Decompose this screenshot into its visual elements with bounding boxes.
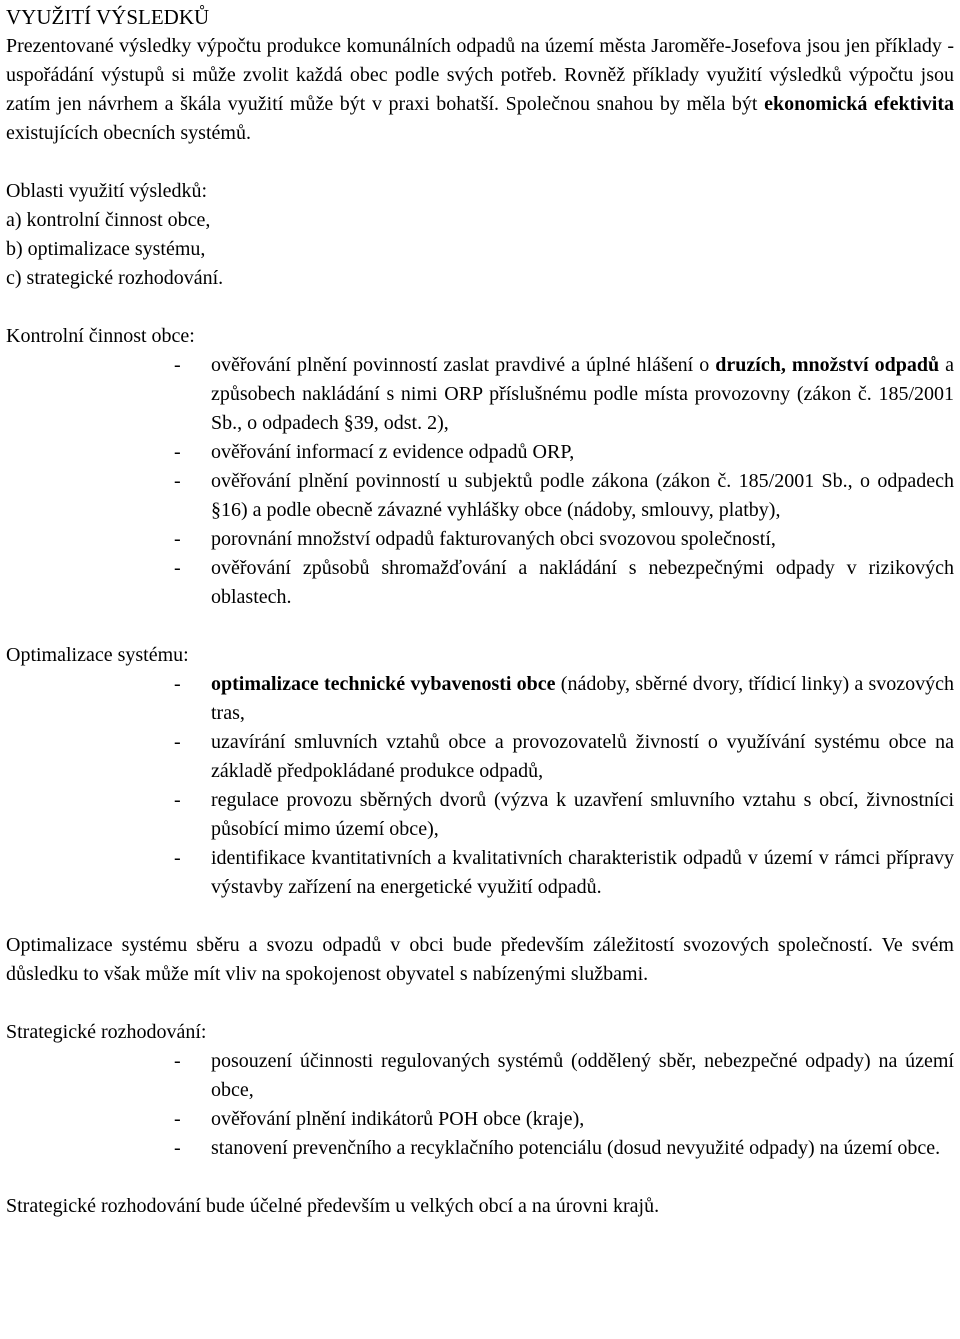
list-dash: -: [174, 528, 181, 550]
control-item-1-text-2: a způsobech nakládání s nimi ORP příslušnému podle místa provozovny (zákon č. 185/2001 Sb., o odpadech §39, odst. 2),: [211, 354, 954, 434]
areas-section: [6, 177, 954, 293]
control-item-hazardous: [6, 554, 954, 612]
control-item-reporting: [6, 351, 954, 438]
optim-item-collection-yards: [6, 786, 954, 844]
control-item-invoiced: [6, 525, 954, 554]
optim-item-1-text: (nádoby, sběrné dvory, třídicí linky) a svozových tras,: [211, 673, 954, 724]
strategic-section: [6, 1018, 954, 1221]
list-dash: -: [174, 354, 181, 376]
strategic-heading: Strategické rozhodování:: [6, 1021, 207, 1043]
control-section: [6, 322, 954, 612]
list-dash: -: [174, 441, 181, 463]
areas-item-b: b) optimalizace systému,: [6, 238, 206, 260]
optim-item-equipment: [6, 670, 954, 728]
control-item-5-text: ověřování způsobů shromažďování a nakládání s nebezpečnými odpady v rizikových oblastech.: [211, 557, 954, 608]
strategic-item-3-text: stanovení prevenčního a recyklačního potenciálu (dosud nevyužité odpady) na území obce.: [211, 1137, 941, 1159]
control-list: [6, 351, 954, 612]
control-item-4-text: porovnání množství odpadů fakturovaných obci svozovou společností,: [211, 528, 776, 550]
control-item-1-bold: druzích, množství odpadů: [715, 354, 940, 376]
control-item-orp-evidence: [6, 438, 954, 467]
list-dash: -: [174, 1108, 181, 1130]
control-item-1-text-1: ověřování plnění povinností zaslat pravdivé a úplné hlášení o: [211, 354, 716, 376]
control-item-2-text: ověřování informací z evidence odpadů ORP,: [211, 441, 575, 463]
optim-item-contracts: [6, 728, 954, 786]
strategic-item-potential: [6, 1134, 954, 1163]
areas-item-c: c) strategické rozhodování.: [6, 267, 224, 289]
optim-item-3-text: regulace provozu sběrných dvorů (výzva k uzavření smluvního vztahu s obcí, živnostníci působící mimo území obce),: [211, 789, 954, 840]
document-title: VYUŽITÍ VÝSLEDKŮ: [6, 5, 210, 29]
optim-item-2-text: uzavírání smluvních vztahů obce a provozovatelů živností o využívání systému obce na základě předpokládané produkce odpadů,: [211, 731, 954, 782]
strategic-list: [6, 1047, 954, 1163]
list-dash: -: [174, 731, 181, 753]
intro-text-1: Prezentované výsledky výpočtu produkce komunálních odpadů na území města Jaroměře-Josefova jsou jen příklady - uspořádání výstupů si může zvolit každá obec podle svých potřeb. Rovněž příklady využití výsledků výpočtu jsou zatím jen návrhem a škála využití může být v praxi bohatší. Společnou snahou by měla být: [6, 35, 954, 115]
control-item-3-text: ověřování plnění povinností u subjektů podle zákona (zákon č. 185/2001 Sb., o odpadech §16) a podle obecně závazné vyhlášky obce (nádoby, smlouvy, platby),: [211, 470, 954, 521]
strategic-note: Strategické rozhodování bude účelné především u velkých obcí a na úrovni krajů.: [6, 1195, 660, 1217]
optim-list: [6, 670, 954, 902]
list-dash: -: [174, 1050, 181, 1072]
list-dash: -: [174, 1137, 181, 1159]
list-dash: -: [174, 470, 181, 492]
list-dash: -: [174, 789, 181, 811]
intro-paragraph: [6, 32, 954, 148]
strategic-item-indicators: [6, 1105, 954, 1134]
optim-heading: Optimalizace systému:: [6, 644, 189, 666]
list-dash: -: [174, 847, 181, 869]
areas-list: [6, 206, 954, 293]
intro-text-2: existujících obecních systémů.: [6, 122, 251, 144]
control-heading: Kontrolní činnost obce:: [6, 325, 195, 347]
intro-bold-economic-efficiency: ekonomická efektivita: [764, 93, 954, 115]
areas-heading: Oblasti využití výsledků:: [6, 180, 208, 202]
strategic-item-assessment: [6, 1047, 954, 1105]
optim-item-4-text: identifikace kvantitativních a kvalitativních charakteristik odpadů v území v rámci přípravy výstavby zařízení na energetické využití odpadů.: [211, 847, 954, 898]
optim-note: Optimalizace systému sběru a svozu odpadů v obci bude především záležitostí svozových společností. Ve svém důsledku to však může mít vliv na spokojenost obyvatel s nabízenými službami.: [6, 934, 954, 985]
strategic-item-1-text: posouzení účinnosti regulovaných systémů (oddělený sběr, nebezpečné odpady) na území obce,: [211, 1050, 954, 1101]
control-item-subjects: [6, 467, 954, 525]
optim-item-identification: [6, 844, 954, 902]
areas-item-a: a) kontrolní činnost obce,: [6, 209, 211, 231]
document-page: [6, 3, 954, 1221]
strategic-item-2-text: ověřování plnění indikátorů POH obce (kraje),: [211, 1108, 585, 1130]
list-dash: -: [174, 557, 181, 579]
list-dash: -: [174, 673, 181, 695]
optim-section: [6, 641, 954, 989]
optim-item-1-bold: optimalizace technické vybavenosti obce: [211, 673, 556, 695]
